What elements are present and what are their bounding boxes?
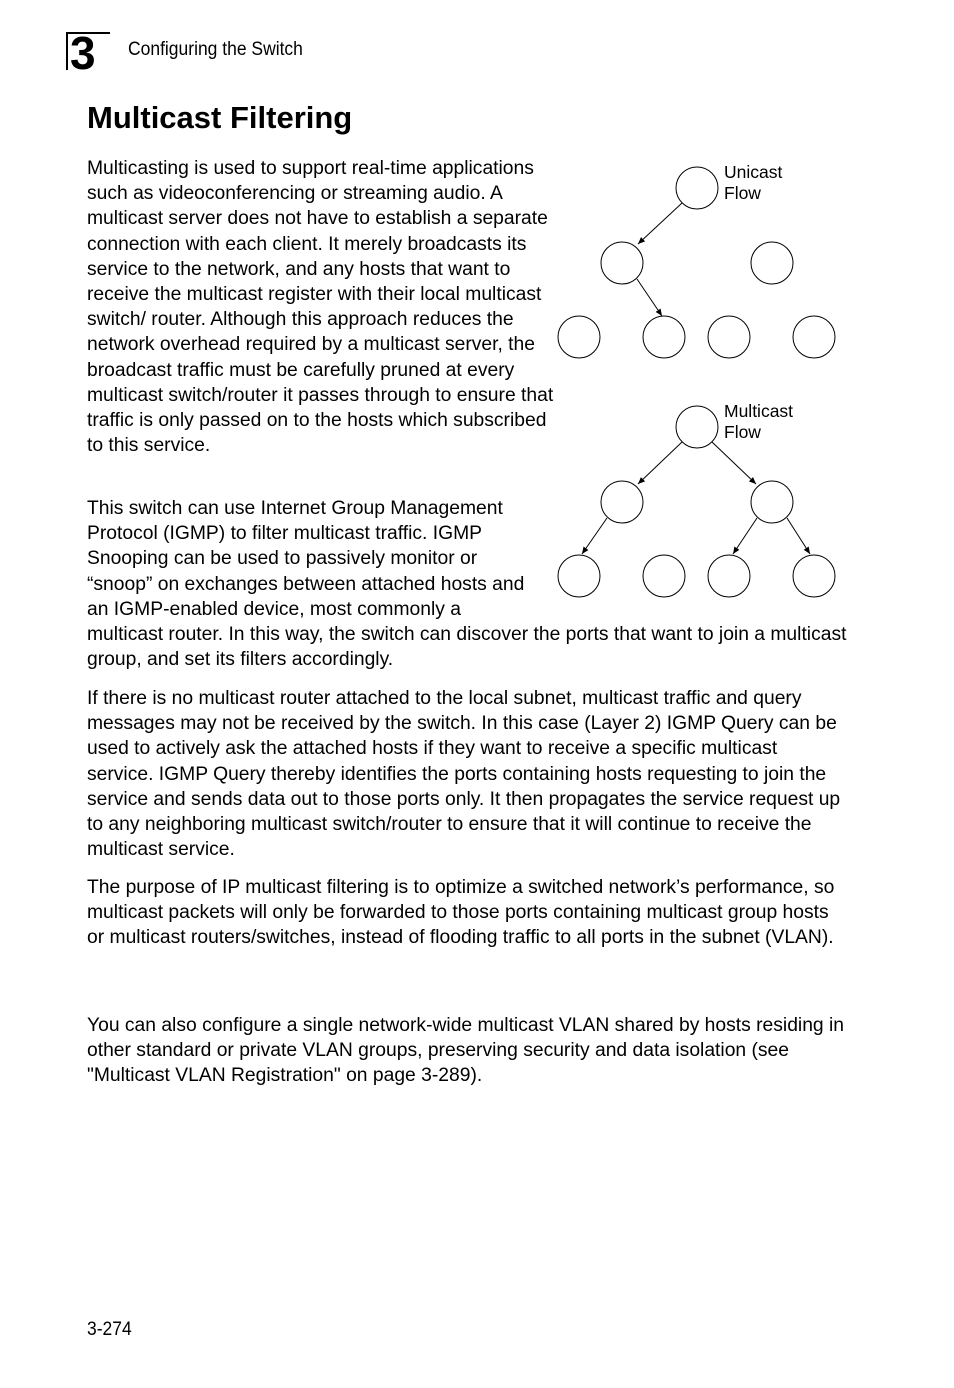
multicast-host-1 (558, 555, 600, 597)
paragraph-multicasting-intro: Multicasting is used to support real-time applications such as videoconferencing or streaming audio. A multicast server does not have to establish a separate connection with each client. It merely broadcasts its service to the network, and any hosts that want to receive the multicast register with their local multicast switch/ router. Although this approach reduces the network overhead required by a multicast server, the broadcast traffic must be carefully pruned at every multicast switch/router it passes through to ensure that traffic is only passed on to the hosts which subscribed to this service. (87, 158, 554, 457)
page-number: 3-274 (87, 1319, 132, 1340)
running-head: Configuring the Switch (128, 39, 303, 60)
page-title: Multicast Filtering (87, 100, 353, 135)
unicast-host-4 (793, 316, 835, 358)
paragraph-filtering-purpose: The purpose of IP multicast filtering is to optimize a switched network’s performance, so multicast packets will only be forwarded to those ports containing multicast group hosts or multicast routers/switches, instead of flooding traffic to all ports in the subnet (VLAN). (87, 877, 835, 949)
unicast-switch-right (751, 242, 793, 284)
unicast-host-1 (558, 316, 600, 358)
multicast-edge-left-child (582, 518, 607, 554)
unicast-host-3 (708, 316, 750, 358)
unicast-edge-root-left (638, 203, 682, 244)
paragraph-igmp-snooping-text: This switch can use Internet Group Management Protocol (IGMP) to filter multicast traffic. IGMP Snooping can be used to passively monitor or “snoop” on exchanges between attached hosts and an IGMP-enabled device, most commonly a multicast router. In this way, the switch can discover the ports that want to join a multicast group, and set its filters accordingly. (87, 498, 847, 671)
multicast-host-2 (643, 555, 685, 597)
unicast-tree (558, 162, 835, 358)
multicast-host-3 (708, 555, 750, 597)
multicast-switch-right (751, 481, 793, 523)
multicast-edge-right-child-b (787, 518, 810, 554)
paragraph-multicast-vlan: You can also configure a single network-wide multicast VLAN shared by hosts residing in other standard or private VLAN groups, preserving security and data isolation (see "Multicast VLAN Registration" on page 3-289). (87, 1015, 845, 1087)
multicast-root-node (676, 406, 718, 448)
unicast-root-node (676, 167, 718, 209)
multicast-label-line1: Multicast (724, 401, 794, 421)
multicast-label-line2: Flow (724, 422, 761, 442)
unicast-label-line2: Flow (724, 183, 761, 203)
paragraph-igmp-query: If there is no multicast router attached to the local subnet, multicast traffic and query messages may not be received by the switch. In this case (Layer 2) IGMP Query can be used to actively ask the attached hosts if they want to receive a specific multicast service. IGMP Query thereby identifies the ports containing hosts requesting to join the service and sends data out to those ports only. It then propagates the service request up to any neighboring multicast switch/router to ensure that it will continue to receive the multicast service. (87, 688, 841, 861)
unicast-switch-left (601, 242, 643, 284)
unicast-host-2 (643, 316, 685, 358)
unicast-label-line1: Unicast (724, 162, 783, 182)
multicast-edge-root-right (712, 442, 756, 484)
multicast-host-4 (793, 555, 835, 597)
chapter-number: 3 (70, 27, 96, 79)
multicast-tree (558, 401, 835, 597)
unicast-edge-left-child (637, 279, 662, 316)
multicast-switch-left (601, 481, 643, 523)
multicast-edge-right-child-a (733, 518, 757, 554)
multicast-edge-root-left (638, 442, 682, 484)
unicast-multicast-flow-diagram (540, 150, 850, 610)
